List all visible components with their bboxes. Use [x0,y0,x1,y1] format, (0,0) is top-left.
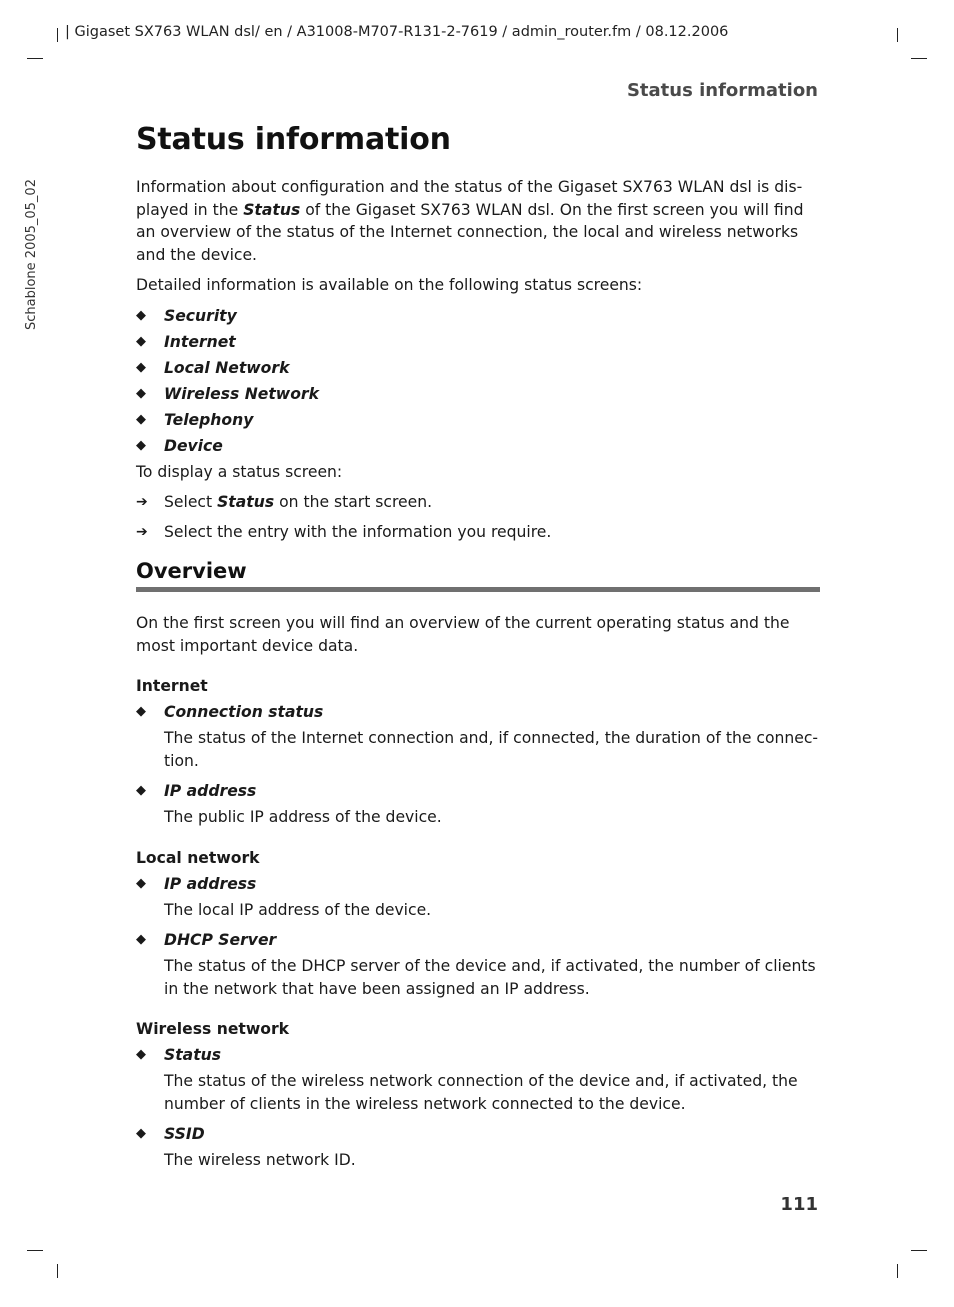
instruction-step [136,521,820,543]
list-item [136,357,820,383]
intro-text-end: of the Gigaset SX763 WLAN dsl. On the first screen you will find an overview of the status of the Internet connection, the local and wireless networks and the device. [136,200,804,264]
list-item-label: Device [164,436,223,455]
list-item-label: Status [164,1046,222,1064]
step-text-start: Select [164,493,218,511]
item-description: The wireless network ID. [164,1151,356,1169]
diamond-bullet-icon: ◆ [136,411,146,427]
subsection-title-local-network: Local network [136,848,260,867]
diamond-bullet-icon: ◆ [136,385,146,401]
section-heading-overview: Overview [136,559,247,583]
running-head: Status information [626,80,818,101]
page-title: Status information [136,122,451,157]
intro-text-start: Information about configuration and the status of the Gigaset SX763 WLAN dsl is dis-played in the [136,178,803,219]
list-item-label: DHCP Server [164,931,277,949]
list-item [136,305,820,331]
list-item [136,331,820,357]
list-item-label: Telephony [164,410,254,429]
item-description: The status of the DHCP server of the device and, if activated, the number of clients in the network that have been assigned an IP address. [164,957,816,998]
list-item [136,780,820,806]
crop-mark-bottom-right-h [911,1250,927,1251]
diamond-bullet-icon: ◆ [136,359,146,375]
list-item [136,409,820,435]
diamond-bullet-icon: ◆ [136,704,146,719]
diamond-bullet-icon: ◆ [136,932,146,947]
crop-mark-bottom-left-h [27,1250,43,1251]
crop-mark-top-left-v [57,28,58,42]
step-text [164,491,432,513]
list-item-label: SSID [164,1125,205,1143]
diamond-bullet-icon: ◆ [136,333,146,349]
crop-mark-top-left-h [27,58,43,59]
intro-status-term: Status [243,200,301,219]
subsection-title-internet: Internet [136,677,208,695]
list-item-label: Local Network [164,358,290,377]
list-item-label: IP address [164,782,257,800]
item-description: The status of the Internet connection and, if connected, the duration of the connec-tion. [164,729,819,770]
diamond-bullet-icon: ◆ [136,1126,146,1141]
list-item-label: Internet [164,332,236,351]
status-screen-list [136,305,820,461]
intro-paragraph [136,176,820,266]
step-status-term: Status [217,493,275,511]
page-content [136,120,820,1180]
list-item [136,1044,820,1070]
list-item [136,1123,820,1149]
step-text: Select the entry with the information you require. [164,523,552,541]
overview-intro: On the first screen you will find an overview of the current operating status and the most important device data. [136,614,790,655]
diamond-bullet-icon: ◆ [136,1047,146,1062]
crop-mark-top-right-h [911,58,927,59]
crop-mark-bottom-left-v [57,1264,58,1278]
page-number: 111 [780,1194,818,1215]
list-item [136,929,820,955]
list-item [136,701,820,727]
diamond-bullet-icon: ◆ [136,783,146,798]
item-description: The public IP address of the device. [164,808,442,826]
arrow-right-icon: ➔ [136,494,145,510]
list-item [136,383,820,409]
status-screens-intro: Detailed information is available on the following status screens: [136,276,643,294]
crop-mark-bottom-right-v [897,1264,898,1278]
item-description: The status of the wireless network connection of the device and, if activated, the number of clients in the wireless network connected to the device. [164,1072,798,1113]
diamond-bullet-icon: ◆ [136,307,146,323]
list-item [136,873,820,899]
item-description: The local IP address of the device. [164,900,432,919]
subsection-title-wireless-network: Wireless network [136,1020,290,1038]
list-item [136,435,820,461]
crop-mark-top-right-v [897,28,898,42]
list-item-label: IP address [164,874,257,893]
document-meta-line: | Gigaset SX763 WLAN dsl/ en / A31008-M707-R131-2-7619 / admin_router.fm / 08.12.2006 [65,24,729,40]
display-instructions-intro: To display a status screen: [136,462,343,481]
step-text-end: on the start screen. [274,493,433,511]
side-tab-template-label: Schablone 2005_05_02 [24,179,39,330]
diamond-bullet-icon: ◆ [136,875,146,891]
arrow-right-icon: ➔ [136,524,145,540]
list-item-label: Connection status [164,703,324,721]
list-item-label: Wireless Network [164,384,319,403]
list-item-label: Security [164,306,237,325]
section-divider [136,587,820,592]
instruction-step [136,491,820,513]
diamond-bullet-icon: ◆ [136,437,146,453]
